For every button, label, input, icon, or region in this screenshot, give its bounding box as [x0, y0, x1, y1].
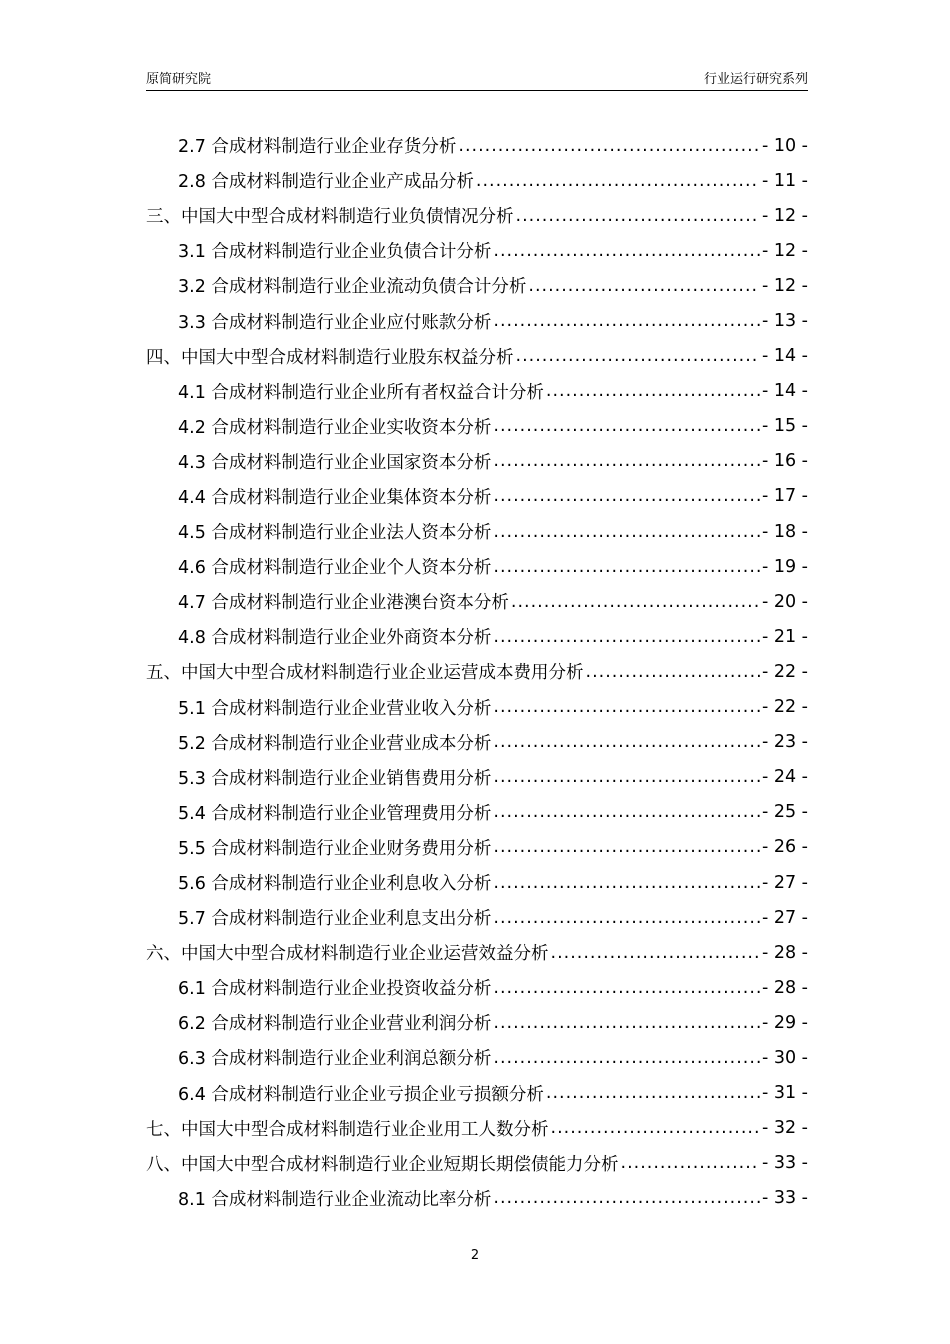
toc-entry-title: 6.2 合成材料制造行业企业营业利润分析: [178, 1014, 492, 1035]
toc-entry-title: 5.3 合成材料制造行业企业销售费用分析: [178, 768, 492, 789]
toc-entry-title: 六、中国大中型合成材料制造行业企业运营效益分析: [146, 944, 549, 965]
toc-dot-leader: [458, 136, 760, 156]
toc-dot-leader: [493, 522, 760, 542]
toc-entry-page: - 13 -: [761, 311, 808, 332]
toc-subsection-entry[interactable]: [146, 303, 808, 338]
toc-dot-leader: [493, 1048, 760, 1068]
toc-dot-leader: [493, 802, 760, 822]
toc-dot-leader: [493, 732, 760, 752]
toc-entry-title: 5.6 合成材料制造行业企业利息收入分析: [178, 874, 492, 895]
toc-subsection-entry[interactable]: [146, 1076, 808, 1111]
toc-entry-title: 4.4 合成材料制造行业企业集体资本分析: [178, 487, 492, 508]
toc-entry-page: - 30 -: [761, 1047, 808, 1068]
toc-entry-page: - 28 -: [761, 977, 808, 998]
toc-entry-page: - 32 -: [761, 1118, 808, 1139]
toc-subsection-entry[interactable]: [146, 514, 808, 549]
header-left-text: 原简研究院: [146, 72, 212, 87]
toc-dot-leader: [551, 943, 760, 963]
toc-dot-leader: [546, 381, 760, 401]
toc-subsection-entry[interactable]: [146, 970, 808, 1005]
page-number: 2: [470, 1248, 480, 1263]
toc-entry-page: - 14 -: [761, 381, 808, 402]
toc-dot-leader: [551, 1118, 760, 1138]
toc-subsection-entry[interactable]: [146, 690, 808, 725]
toc-entry-page: - 22 -: [761, 697, 808, 718]
toc-dot-leader: [493, 1013, 760, 1033]
toc-dot-leader: [493, 767, 760, 787]
toc-subsection-entry[interactable]: [146, 128, 808, 163]
toc-entry-page: - 19 -: [761, 556, 808, 577]
toc-entry-page: - 17 -: [761, 486, 808, 507]
toc-subsection-entry[interactable]: [146, 1181, 808, 1216]
toc-entry-title: 3.1 合成材料制造行业企业负债合计分析: [178, 242, 492, 263]
toc-dot-leader: [493, 557, 760, 577]
toc-dot-leader: [493, 837, 760, 857]
toc-entry-title: 4.6 合成材料制造行业企业个人资本分析: [178, 558, 492, 579]
toc-subsection-entry[interactable]: [146, 1040, 808, 1075]
toc-subsection-entry[interactable]: [146, 268, 808, 303]
toc-dot-leader: [516, 206, 760, 226]
toc-subsection-entry[interactable]: [146, 865, 808, 900]
toc-section-entry[interactable]: [146, 654, 808, 689]
toc-dot-leader: [621, 1153, 760, 1173]
toc-subsection-entry[interactable]: [146, 549, 808, 584]
toc-entry-title: 3.3 合成材料制造行业企业应付账款分析: [178, 312, 492, 333]
toc-dot-leader: [476, 171, 760, 191]
toc-dot-leader: [493, 978, 760, 998]
toc-subsection-entry[interactable]: [146, 830, 808, 865]
toc-dot-leader: [493, 451, 760, 471]
toc-dot-leader: [493, 311, 760, 331]
toc-entry-page: - 25 -: [761, 802, 808, 823]
toc-subsection-entry[interactable]: [146, 1005, 808, 1040]
toc-subsection-entry[interactable]: [146, 479, 808, 514]
toc-section-entry[interactable]: [146, 339, 808, 374]
toc-entry-page: - 28 -: [761, 942, 808, 963]
toc-entry-page: - 27 -: [761, 907, 808, 928]
toc-dot-leader: [493, 697, 760, 717]
toc-subsection-entry[interactable]: [146, 374, 808, 409]
toc-entry-title: 4.1 合成材料制造行业企业所有者权益合计分析: [178, 382, 544, 403]
toc-dot-leader: [493, 241, 760, 261]
toc-entry-title: 4.8 合成材料制造行业企业外商资本分析: [178, 628, 492, 649]
toc-entry-page: - 22 -: [761, 661, 808, 682]
toc-entry-page: - 18 -: [761, 521, 808, 542]
toc-entry-page: - 20 -: [761, 591, 808, 612]
toc-entry-page: - 12 -: [761, 240, 808, 261]
toc-entry-title: 五、中国大中型合成材料制造行业企业运营成本费用分析: [146, 663, 584, 684]
toc-subsection-entry[interactable]: [146, 619, 808, 654]
toc-entry-title: 6.3 合成材料制造行业企业利润总额分析: [178, 1049, 492, 1070]
toc-entry-title: 四、中国大中型合成材料制造行业股东权益分析: [146, 347, 514, 368]
toc-entry-page: - 14 -: [761, 346, 808, 367]
toc-subsection-entry[interactable]: [146, 795, 808, 830]
toc-entry-title: 4.3 合成材料制造行业企业国家资本分析: [178, 452, 492, 473]
page-header: [146, 67, 808, 91]
toc-entry-page: - 21 -: [761, 626, 808, 647]
toc-entry-page: - 33 -: [761, 1188, 808, 1209]
toc-entry-title: 三、中国大中型合成材料制造行业负债情况分析: [146, 207, 514, 228]
toc-dot-leader: [528, 276, 760, 296]
toc-dot-leader: [586, 662, 760, 682]
toc-entry-page: - 11 -: [761, 170, 808, 191]
toc-dot-leader: [493, 486, 760, 506]
toc-entry-page: - 15 -: [761, 416, 808, 437]
toc-entry-title: 5.4 合成材料制造行业企业管理费用分析: [178, 803, 492, 824]
toc-entry-title: 5.1 合成材料制造行业企业营业收入分析: [178, 698, 492, 719]
toc-entry-page: - 29 -: [761, 1012, 808, 1033]
toc-entry-page: - 12 -: [761, 275, 808, 296]
toc-entry-page: - 31 -: [761, 1083, 808, 1104]
toc-entry-title: 8.1 合成材料制造行业企业流动比率分析: [178, 1189, 492, 1210]
toc-subsection-entry[interactable]: [146, 163, 808, 198]
toc-entry-title: 2.7 合成材料制造行业企业存货分析: [178, 137, 457, 158]
toc-section-entry[interactable]: [146, 1111, 808, 1146]
toc-subsection-entry[interactable]: [146, 760, 808, 795]
toc-entry-title: 2.8 合成材料制造行业企业产成品分析: [178, 172, 474, 193]
toc-entry-page: - 12 -: [761, 205, 808, 226]
toc-entry-title: 6.1 合成材料制造行业企业投资收益分析: [178, 979, 492, 1000]
toc-subsection-entry[interactable]: [146, 444, 808, 479]
header-right-text: 行业运行研究系列: [703, 72, 808, 87]
toc-subsection-entry[interactable]: [146, 409, 808, 444]
toc-entry-title: 5.2 合成材料制造行业企业营业成本分析: [178, 733, 492, 754]
toc-dot-leader: [516, 346, 760, 366]
toc-section-entry[interactable]: [146, 198, 808, 233]
toc-dot-leader: [511, 592, 760, 612]
toc-entry-title: 4.2 合成材料制造行业企业实收资本分析: [178, 417, 492, 438]
toc-entry-page: - 33 -: [761, 1153, 808, 1174]
toc-section-entry[interactable]: [146, 1146, 808, 1181]
toc-subsection-entry[interactable]: [146, 725, 808, 760]
toc-entry-page: - 10 -: [761, 135, 808, 156]
toc-dot-leader: [493, 416, 760, 436]
toc-dot-leader: [493, 1188, 760, 1208]
toc-entry-page: - 26 -: [761, 837, 808, 858]
table-of-contents: [146, 128, 808, 1216]
toc-entry-title: 4.5 合成材料制造行业企业法人资本分析: [178, 523, 492, 544]
toc-dot-leader: [493, 908, 760, 928]
toc-entry-title: 3.2 合成材料制造行业企业流动负债合计分析: [178, 277, 527, 298]
toc-entry-page: - 24 -: [761, 767, 808, 788]
toc-subsection-entry[interactable]: [146, 900, 808, 935]
toc-subsection-entry[interactable]: [146, 584, 808, 619]
toc-entry-page: - 16 -: [761, 451, 808, 472]
toc-section-entry[interactable]: [146, 935, 808, 970]
toc-entry-title: 5.5 合成材料制造行业企业财务费用分析: [178, 838, 492, 859]
toc-entry-title: 八、中国大中型合成材料制造行业企业短期长期偿债能力分析: [146, 1154, 619, 1175]
toc-dot-leader: [493, 873, 760, 893]
toc-entry-page: - 23 -: [761, 732, 808, 753]
toc-subsection-entry[interactable]: [146, 233, 808, 268]
toc-entry-title: 七、中国大中型合成材料制造行业企业用工人数分析: [146, 1119, 549, 1140]
toc-dot-leader: [493, 627, 760, 647]
toc-entry-title: 5.7 合成材料制造行业企业利息支出分析: [178, 909, 492, 930]
toc-entry-title: 6.4 合成材料制造行业企业亏损企业亏损额分析: [178, 1084, 544, 1105]
toc-dot-leader: [546, 1083, 760, 1103]
toc-entry-title: 4.7 合成材料制造行业企业港澳台资本分析: [178, 593, 509, 614]
toc-entry-page: - 27 -: [761, 872, 808, 893]
